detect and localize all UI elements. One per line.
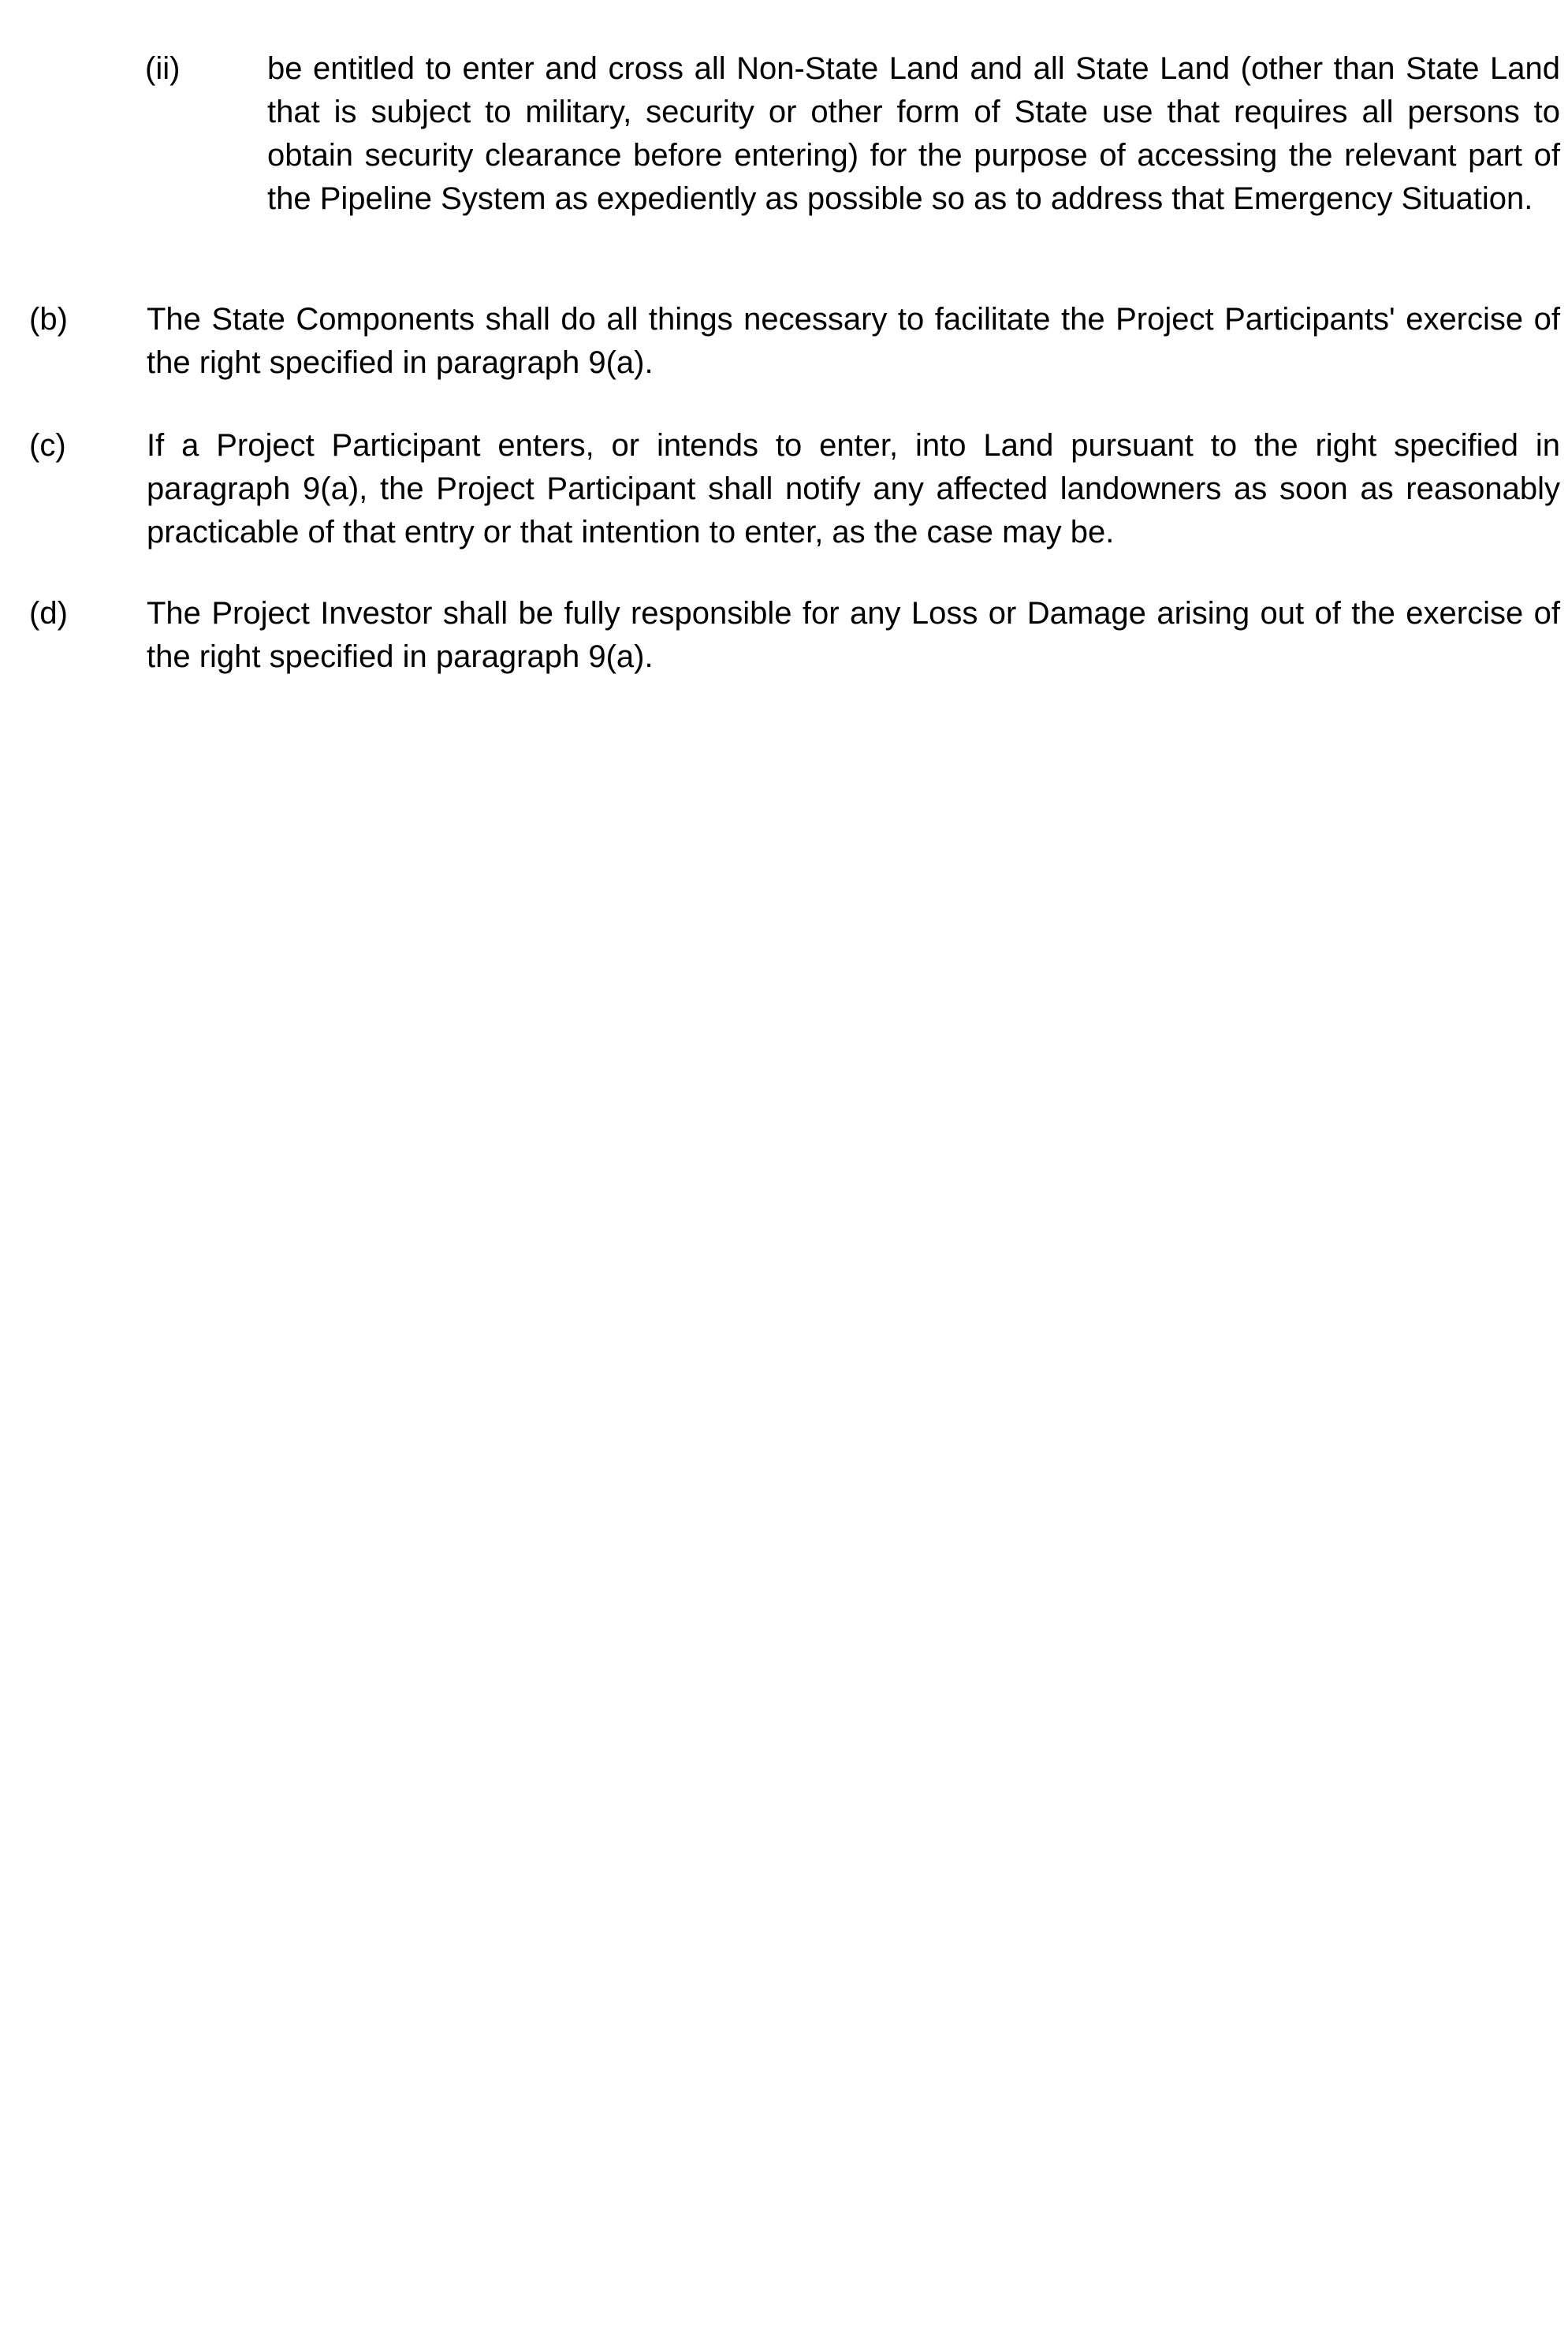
clause-label: (b) [29, 302, 68, 337]
clause-text: The Project Investor shall be fully responsible for any Loss or Damage arising out of the exercise of the right specified in paragraph 9(a). [147, 596, 1560, 674]
clause-text: The State Components shall do all things necessary to facilitate the Project Participants' exercise of the right specified in paragraph 9(a). [147, 302, 1560, 380]
clause-text: If a Project Participant enters, or intends to enter, into Land pursuant to the right specified in paragraph 9(a), the Project Participant shall notify any affected landowners as soon as reasonably practicable of that entry or that intention to enter, as the case may be. [147, 428, 1560, 549]
clause-text: be entitled to enter and cross all Non-State Land and all State Land (other than State Land that is subject to military, security or other form of State use that requires all persons to obtain security clearance before entering) for the purpose of accessing the relevant part of the Pipeline System as expediently as possible so as to address that Emergency Situation. [267, 51, 1560, 216]
clause-label: (c) [29, 428, 66, 463]
clause-label: (d) [29, 596, 68, 631]
clause-label: (ii) [145, 51, 181, 86]
